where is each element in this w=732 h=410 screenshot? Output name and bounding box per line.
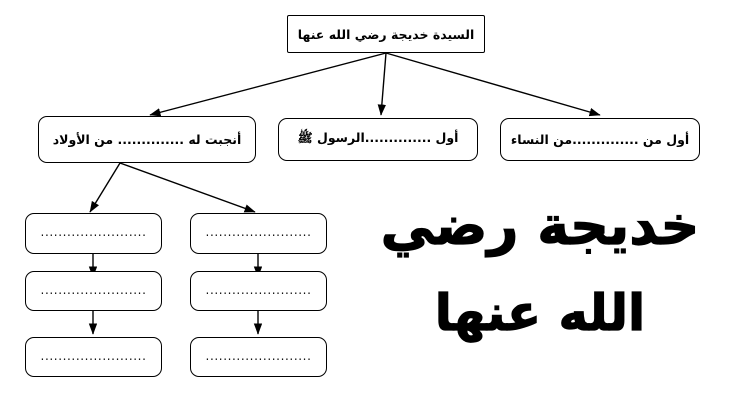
calligraphy-line-1: خديجة رضي xyxy=(380,194,700,257)
blank-box[interactable] xyxy=(190,271,327,311)
blank-box-label: ........................ xyxy=(40,225,147,239)
blank-box[interactable] xyxy=(190,337,327,377)
node-root-label: السيدة خديجة رضي الله عنها xyxy=(297,26,475,42)
blank-box-label: ........................ xyxy=(40,282,147,297)
node-root xyxy=(287,15,485,53)
node-children xyxy=(38,116,256,163)
blank-box[interactable] xyxy=(25,271,162,311)
blank-box[interactable] xyxy=(25,337,162,377)
node-first-woman-label: أول من ..............من النساء xyxy=(510,132,690,147)
blank-box-label: ........................ xyxy=(40,348,147,363)
calligraphy-line-2: الله عنها xyxy=(434,284,646,342)
blank-box-label: ........................ xyxy=(205,282,312,297)
node-first-woman xyxy=(500,118,700,161)
blank-box-label: ........................ xyxy=(205,348,312,363)
node-first-follower xyxy=(278,118,478,161)
node-children-label: أنجبت له .............. من الأولاد xyxy=(52,132,242,147)
blank-box-label: ........................ xyxy=(205,225,312,239)
blank-box[interactable] xyxy=(190,213,327,254)
blank-box[interactable] xyxy=(25,213,162,254)
node-first-follower-label: أول ..............الرسول ﷺ xyxy=(297,130,459,145)
